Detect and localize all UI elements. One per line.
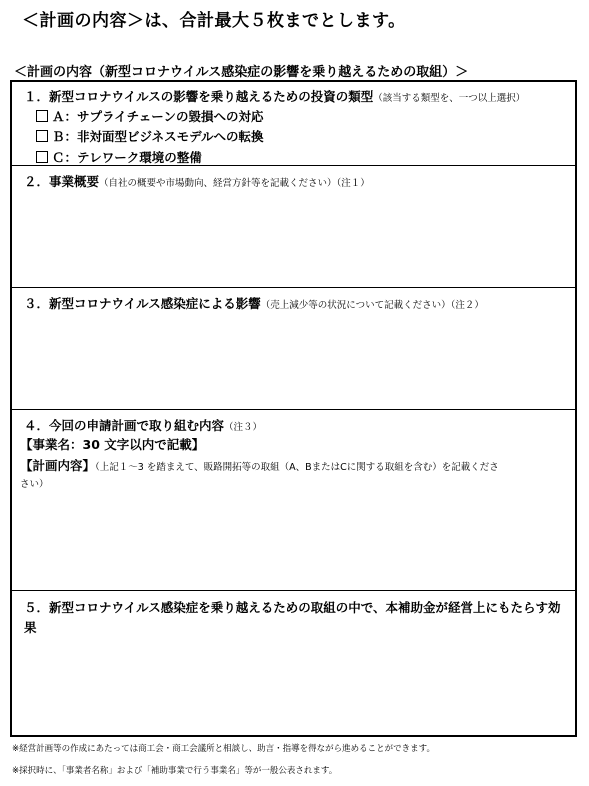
covid-impact-title: ３．新型コロナウイルス感染症による影響 [24, 296, 261, 311]
covid-impact-section[interactable] [12, 288, 575, 410]
covid-impact-question [24, 294, 484, 312]
plan-detail-note-continued: さい） [20, 479, 49, 490]
plan-detail-note: （上記１～3 を踏まえて、販路開拓等の取組（A、BまたはCに関する取組を含む）を記載くださ [95, 462, 499, 473]
plan-content-title: ４．今回の申請計画で取り組む内容 [24, 418, 225, 433]
section-title: ＜計画の内容（新型コロナウイルス感染症の影響を乗り越えるための取組）＞ [14, 65, 469, 80]
investment-type-question [24, 87, 525, 105]
business-overview-note: （自社の概要や市場動向、経営方針等を記載ください）（注１） [99, 178, 370, 189]
plan-detail-label-text: 【計画内容】 [20, 458, 96, 473]
subsidy-effect-section[interactable] [12, 591, 575, 735]
investment-type-note: （該当する類型を、一つ以上選択） [373, 93, 526, 104]
plan-content-section[interactable] [12, 410, 575, 591]
option-c-checkbox[interactable] [36, 151, 48, 163]
investment-type-title: １．新型コロナウイルスの影響を乗り越えるための投資の類型 [24, 89, 374, 104]
project-name-label: 【事業名：30 文字以内で記載】 [20, 437, 205, 452]
option-b[interactable] [36, 127, 264, 145]
option-c[interactable] [36, 148, 202, 166]
business-overview-question [24, 172, 370, 190]
business-overview-title: ２．事業概要 [24, 174, 100, 189]
option-c-label: Ｃ：テレワーク環境の整備 [52, 150, 202, 165]
option-b-checkbox[interactable] [36, 130, 48, 142]
plan-content-note: （注３） [224, 422, 263, 433]
plan-content-question [24, 416, 262, 434]
plan-detail-label [20, 456, 499, 474]
investment-type-section [12, 82, 575, 166]
option-b-label: Ｂ：非対面型ビジネスモデルへの転換 [52, 129, 264, 144]
option-a-checkbox[interactable] [36, 110, 48, 122]
option-a-label: Ａ：サプライチェーンの毀損への対応 [52, 109, 264, 124]
footnote-publication: ※採択時に、「事業者名称」および「補助事業で行う事業名」等が一般公表されます。 [12, 766, 338, 776]
covid-impact-note: （売上減少等の状況について記載ください）（注２） [260, 300, 484, 311]
plan-form [10, 80, 577, 737]
page-heading: ＜計画の内容＞は、合計最大５枚までとします。 [22, 11, 406, 31]
footnote-consultation: ※経営計画等の作成にあたっては商工会・商工会議所と相談し、助言・指導を得ながら進めることができます。 [12, 744, 435, 754]
option-a[interactable] [36, 107, 264, 125]
subsidy-effect-question: ５．新型コロナウイルス感染症を乗り越えるための取組の中で、本補助金が経営上にもたらす効果 [24, 600, 561, 635]
business-overview-section[interactable] [12, 166, 575, 288]
